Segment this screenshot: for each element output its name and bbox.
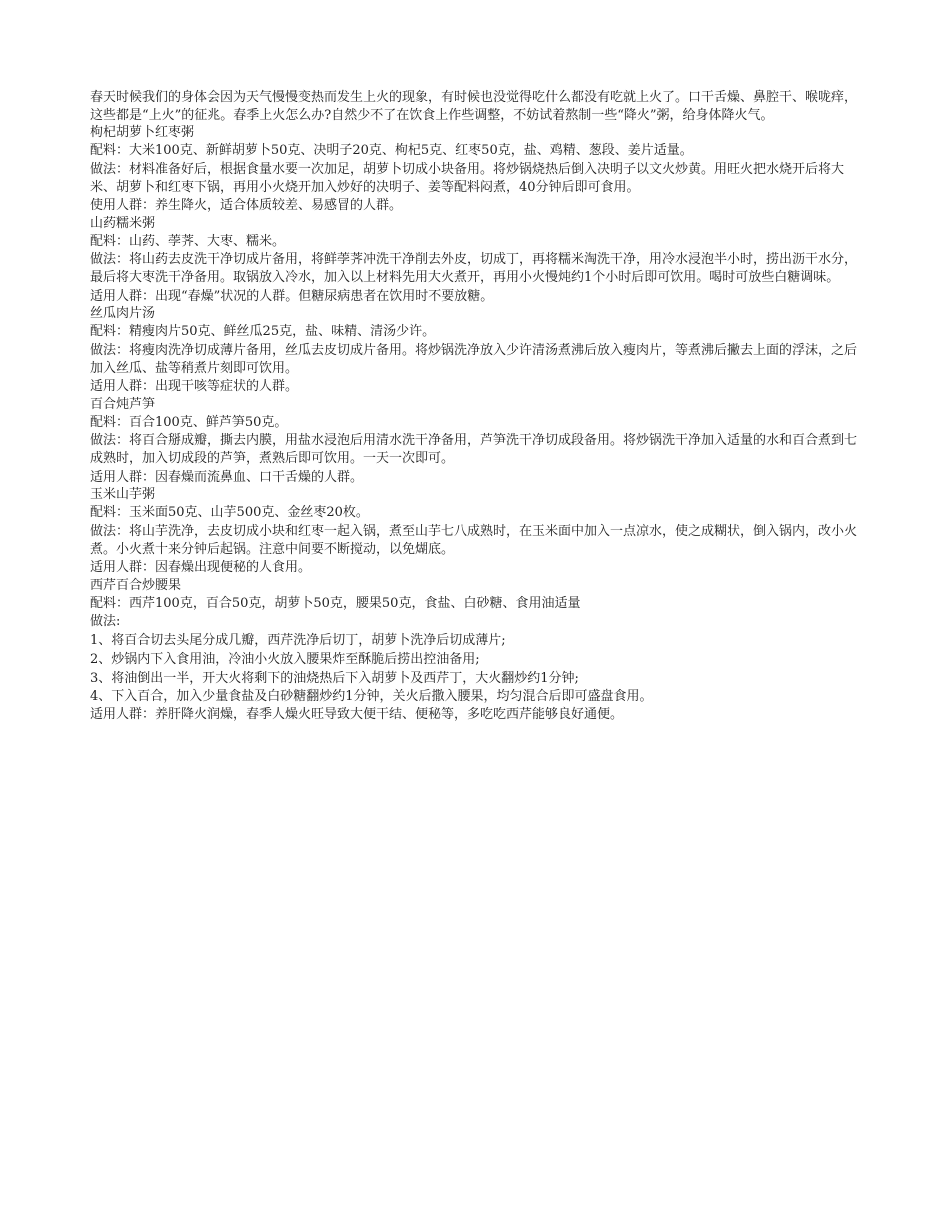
recipe-title: 玉米山芋粥: [90, 487, 156, 503]
recipe-ingredients: 配料：百合100克、鲜芦笋50克。: [90, 414, 288, 430]
recipe-audience: 适用人群：出现“春燥”状况的人群。但糖尿病患者在饮用时不要放糖。: [90, 288, 494, 304]
recipe-method: 做法：将百合掰成瓣，撕去内膜，用盐水浸泡后用清水洗干净备用，芦笋洗干净切成段备用。将炒锅洗干净加入适量的水和百合煮到七成熟时，加入切成段的芦笋，煮熟后即可饮用。一天一次即可。: [90, 433, 858, 467]
recipe-title: 百合炖芦笋: [90, 396, 156, 412]
recipe-method: 做法：将山芋洗净，去皮切成小块和红枣一起入锅，煮至山芋七八成熟时，在玉米面中加入一点凉水，使之成糊状，倒入锅内，改小火煮。小火煮十来分钟后起锅。注意中间要不断搅动，以免煳底。: [90, 523, 858, 557]
recipe-title: 山药糯米粥: [90, 215, 156, 231]
recipe-section: [90, 124, 865, 215]
recipe-ingredients: 配料：精瘦肉片50克、鲜丝瓜25克，盐、味精、清汤少许。: [90, 324, 436, 340]
recipe-audience: 适用人群：因春燥而流鼻血、口干舌燥的人群。: [90, 469, 364, 485]
recipe-section: [90, 305, 865, 396]
recipe-step: 4、下入百合，加入少量食盐及白砂糖翻炒约1分钟，关火后撒入腰果，均匀混合后即可盛盘食用。: [90, 689, 653, 705]
recipe-audience: 适用人群：因春燥出现便秘的人食用。: [90, 560, 312, 576]
recipe-step: 3、将油倒出一半，开大火将剩下的油烧热后下入胡萝卜及西芹丁，大火翻炒约1分钟;: [90, 670, 579, 686]
recipe-method: 做法：将山药去皮洗干净切成片备用，将鲜荸荠冲洗干净削去外皮，切成丁，再将糯米淘洗干净，用冷水浸泡半小时，捞出沥干水分，最后将大枣洗干净备用。取锅放入冷水，加入以上材料先用大火煮开，再用小火慢炖约1个小时后即可饮用。喝时可放些白糖调味。: [90, 252, 858, 286]
recipe-section: [90, 486, 865, 577]
recipe-ingredients: 配料：西芹100克，百合50克，胡萝卜50克，腰果50克，食盐、白砂糖、食用油适量: [90, 595, 581, 611]
recipe-audience: 使用人群：养生降火，适合体质较差、易感冒的人群。: [90, 198, 403, 214]
recipe-ingredients: 配料：大米100克、新鲜胡萝卜50克、决明子20克、枸杞5克、红枣50克，盐、鸡精、葱段、姜片适量。: [90, 143, 693, 159]
recipe-audience: 适用人群：养肝降火润燥，春季人燥火旺导致大便干结、便秘等，多吃吃西芹能够良好通便。: [90, 706, 624, 722]
recipe-method-label: 做法:: [90, 614, 121, 630]
recipe-audience: 适用人群：出现干咳等症状的人群。: [90, 379, 299, 395]
recipe-section: [90, 215, 865, 306]
recipe-step: 2、炒锅内下入食用油，冷油小火放入腰果炸至酥脆后捞出控油备用;: [90, 651, 480, 667]
intro-paragraph: 春天时候我们的身体会因为天气慢慢变热而发生上火的现象，有时候也没觉得吃什么都没有吃就上火了。口干舌燥、鼻腔干、喉咙痒，这些都是“上火”的征兆。春季上火怎么办?自然少不了在饮食上作些调整，不妨试着熬制一些“降火”粥，给身体降火气。: [90, 90, 858, 123]
recipe-section: [90, 396, 865, 487]
article: [90, 89, 865, 724]
recipe-title: 枸杞胡萝卜红枣粥: [90, 125, 195, 141]
recipe-method: 做法：将瘦肉洗净切成薄片备用，丝瓜去皮切成片备用。将炒锅洗净放入少许清汤煮沸后放入瘦肉片，等煮沸后撇去上面的浮沫，之后加入丝瓜、盐等稍煮片刻即可饮用。: [90, 342, 858, 376]
recipe-step: 1、将百合切去头尾分成几瓣，西芹洗净后切丁，胡萝卜洗净后切成薄片;: [90, 633, 506, 649]
recipe-section: [90, 577, 865, 724]
recipe-ingredients: 配料：玉米面50克、山芋500克、金丝枣20枚。: [90, 505, 369, 521]
recipe-title: 西芹百合炒腰果: [90, 577, 182, 593]
recipe-ingredients: 配料：山药、荸荠、大枣、糯米。: [90, 233, 286, 249]
recipe-method: 做法：材料准备好后，根据食量水要一次加足，胡萝卜切成小块备用。将炒锅烧热后倒入决明子以文火炒黄。用旺火把水烧开后将大米、胡萝卜和红枣下锅，再用小火烧开加入炒好的决明子、姜等配料闷煮，40分钟后即可食用。: [90, 161, 845, 195]
recipe-title: 丝瓜肉片汤: [90, 306, 156, 322]
